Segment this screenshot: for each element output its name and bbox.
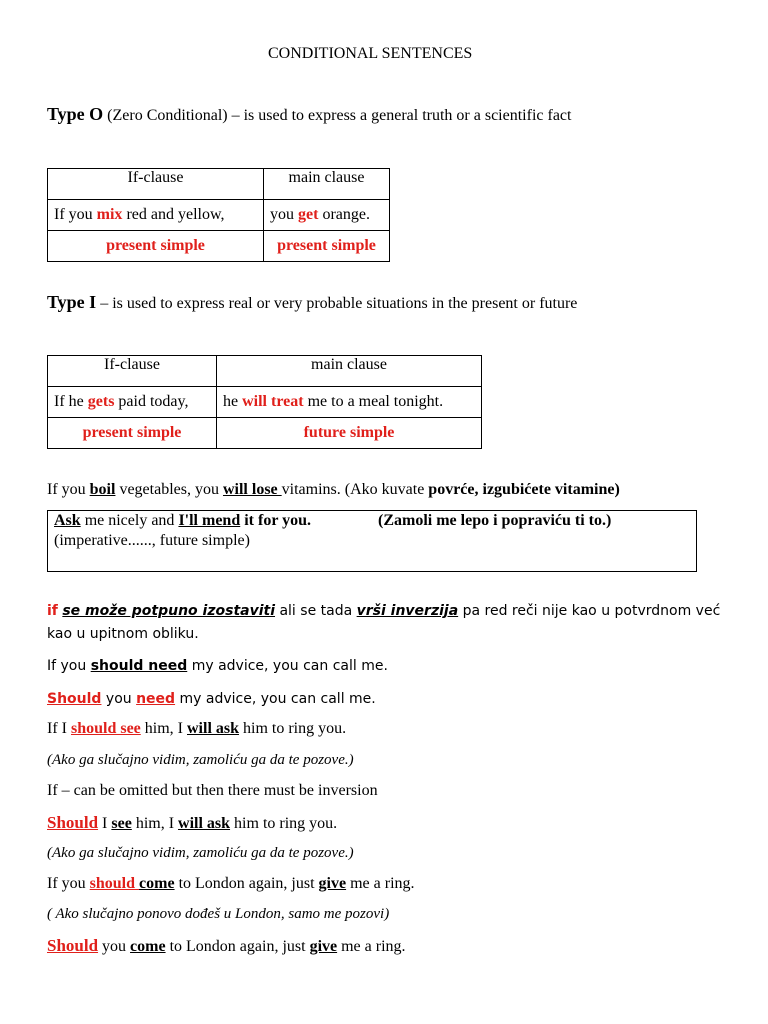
cell-text: me to a meal tonight. bbox=[303, 393, 444, 410]
text: it for you. bbox=[240, 512, 312, 529]
text: me a ring. bbox=[346, 875, 415, 892]
table-row bbox=[48, 418, 482, 449]
key-word: come bbox=[130, 938, 166, 955]
tense-label: present simple bbox=[264, 231, 390, 262]
cell-text: If you bbox=[54, 206, 97, 223]
text: If you bbox=[47, 658, 91, 674]
example-boil bbox=[47, 481, 620, 499]
translation-1: (Ako ga slučajno vidim, zamoliću ga da te pozove.) bbox=[47, 752, 354, 768]
text: him, I bbox=[140, 720, 187, 737]
key-word: should bbox=[89, 875, 140, 892]
table-header-if: If-clause bbox=[48, 356, 217, 387]
key-word: should need bbox=[90, 658, 188, 674]
text: him to ring you. bbox=[230, 815, 338, 832]
key-word: Should bbox=[47, 813, 99, 832]
text: I bbox=[98, 815, 112, 832]
text: pa red reči nije kao u potvrdnom već bbox=[458, 603, 721, 619]
tense-label: future simple bbox=[217, 418, 482, 449]
cell-text: If he bbox=[54, 393, 88, 410]
box-translation: (Zamoli me lepo i popraviću ti to.) bbox=[378, 512, 612, 529]
type1-heading: Type I bbox=[47, 292, 97, 312]
cell-text: orange. bbox=[318, 206, 370, 223]
box-line-1 bbox=[54, 512, 311, 530]
text: vitamins. (Ako kuvate bbox=[281, 481, 429, 498]
text: to London again, just bbox=[165, 938, 310, 955]
text: If you bbox=[47, 875, 90, 892]
key-word: will ask bbox=[187, 720, 240, 737]
key-word: give bbox=[309, 938, 338, 955]
table-header-row bbox=[48, 356, 482, 387]
text: him, I bbox=[131, 815, 179, 832]
text: my advice, you can call me. bbox=[175, 691, 376, 707]
note-line-2: kao u upitnom obliku. bbox=[47, 626, 199, 642]
type1-table bbox=[47, 355, 482, 449]
sentence-6 bbox=[47, 813, 337, 833]
translation-2: (Ako ga slučajno vidim, zamoliću ga da te pozove.) bbox=[47, 845, 354, 861]
box-line-2: (imperative......, future simple) bbox=[54, 532, 250, 549]
highlight-verb: will treat bbox=[242, 393, 304, 410]
text: my advice, you can call me. bbox=[187, 658, 388, 674]
tense-label: present simple bbox=[48, 231, 264, 262]
key-word: Ask bbox=[54, 512, 81, 529]
cell-text: you bbox=[270, 206, 298, 223]
key-word: Should bbox=[47, 936, 99, 955]
translation: povrće, izgubićete vitamine) bbox=[428, 481, 620, 498]
highlight-verb: mix bbox=[96, 206, 123, 223]
table-header-if: If-clause bbox=[48, 169, 264, 200]
key-word: se može potpuno izostaviti bbox=[62, 603, 276, 619]
translation-3: ( Ako slučajno ponovo dođeš u London, samo me pozovi) bbox=[47, 906, 390, 922]
key-word: I'll mend bbox=[178, 512, 241, 529]
inversion-note: If – can be omitted but then there must be inversion bbox=[47, 782, 378, 799]
key-word: give bbox=[318, 875, 347, 892]
key-word: boil bbox=[89, 481, 116, 498]
type1-description: – is used to express real or very probable situations in the present or future bbox=[96, 295, 578, 312]
table-cell bbox=[217, 387, 482, 418]
type0-description: (Zero Conditional) – is used to express a general truth or a scientific fact bbox=[103, 107, 572, 124]
text: If you bbox=[47, 481, 90, 498]
text: him to ring you. bbox=[239, 720, 347, 737]
table-cell bbox=[48, 387, 217, 418]
text: ali se tada bbox=[275, 603, 357, 619]
text: vegetables, you bbox=[115, 481, 223, 498]
text: If I bbox=[47, 720, 71, 737]
text: you bbox=[101, 691, 137, 707]
text: me nicely and bbox=[80, 512, 179, 529]
key-word: will ask bbox=[178, 815, 231, 832]
text: me a ring. bbox=[337, 938, 406, 955]
sentence-3 bbox=[47, 720, 346, 738]
key-word: vrši inverzija bbox=[356, 603, 459, 619]
highlight-verb: gets bbox=[87, 393, 115, 410]
tense-label: present simple bbox=[48, 418, 217, 449]
sentence-10 bbox=[47, 936, 406, 956]
table-cell bbox=[264, 200, 390, 231]
key-word: Should bbox=[47, 691, 102, 707]
table-header-main: main clause bbox=[264, 169, 390, 200]
cell-text: paid today, bbox=[114, 393, 189, 410]
key-word: if bbox=[47, 603, 58, 619]
table-header-main: main clause bbox=[217, 356, 482, 387]
key-word: see bbox=[111, 815, 132, 832]
text: to London again, just bbox=[174, 875, 319, 892]
sentence-1 bbox=[47, 658, 388, 674]
table-row bbox=[48, 387, 482, 418]
type1-heading-line bbox=[47, 292, 577, 313]
sentence-8 bbox=[47, 875, 415, 893]
type0-heading: Type O bbox=[47, 104, 104, 124]
text: you bbox=[98, 938, 131, 955]
key-word: need bbox=[136, 691, 176, 707]
cell-text: red and yellow, bbox=[122, 206, 225, 223]
note-line-1 bbox=[47, 603, 720, 619]
highlight-verb: get bbox=[298, 206, 319, 223]
key-word: should see bbox=[70, 720, 141, 737]
table-row bbox=[48, 200, 390, 231]
table-cell bbox=[48, 200, 264, 231]
key-word: come bbox=[139, 875, 175, 892]
type0-heading-line bbox=[47, 104, 571, 125]
table-header-row bbox=[48, 169, 390, 200]
sentence-2 bbox=[47, 691, 376, 707]
page-title: CONDITIONAL SENTENCES bbox=[268, 45, 473, 62]
cell-text: he bbox=[223, 393, 243, 410]
key-word: will lose bbox=[222, 481, 282, 498]
table-row bbox=[48, 231, 390, 262]
type0-table bbox=[47, 168, 390, 262]
